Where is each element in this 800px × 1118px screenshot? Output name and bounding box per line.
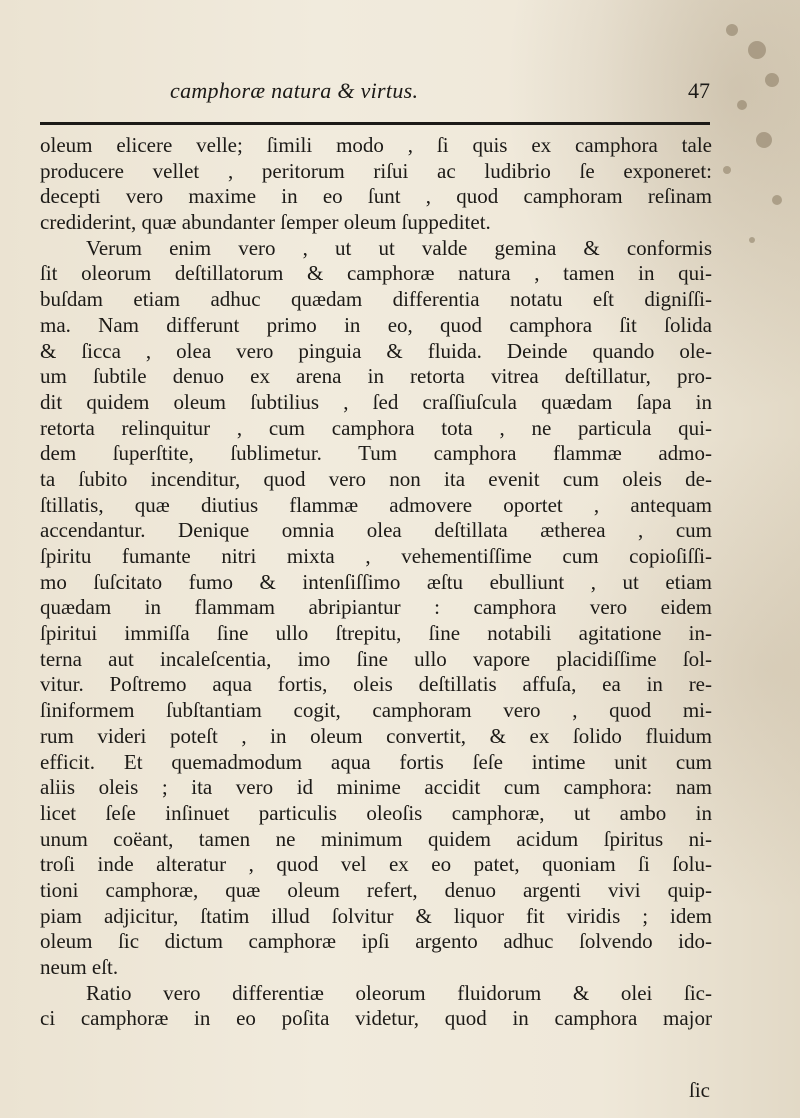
text-line: ma. Nam differunt primo in eo, quod camphora ſit ſolida: [40, 312, 712, 337]
text-line: unum coëant, tamen ne minimum quidem acidum ſpiritus ni-: [40, 826, 712, 851]
text-line: licet ſeſe inſinuet particulis oleoſis camphoræ, ut ambo in: [40, 800, 712, 825]
text-line: Verum enim vero , ut ut valde gemina & conformis: [86, 235, 712, 260]
text-line: oleum elicere velle; ſimili modo , ſi quis ex camphora tale: [40, 133, 712, 157]
catchword: ſic: [689, 1078, 710, 1102]
text-line: um ſubtile denuo ex arena in retorta vitrea deſtillatur, pro-: [40, 364, 712, 389]
page-number: 47: [688, 78, 710, 103]
text-line: ſtillatis, quæ diutius flammæ admovere oportet , antequam: [40, 492, 712, 517]
text-line: ta ſubito incenditur, quod vero non ita evenit cum oleis de-: [40, 466, 712, 491]
text-line: neum eſt.: [40, 955, 119, 979]
text-line: ſiniformem ſubſtantiam cogit, camphoram vero , quod mi-: [40, 698, 712, 723]
text-line: terna aut incaleſcentia, imo ſine ullo vapore placidiſſime ſol-: [40, 646, 712, 671]
text-line: efficit. Et quemadmodum aqua fortis ſeſe intime unit cum: [40, 749, 712, 774]
text-line: decepti vero maxime in eo ſunt , quod camphoram reſinam: [40, 184, 712, 209]
paper-stain: [702, 10, 792, 270]
text-line: rum videri poteſt , in oleum convertit, & ex ſolido fluidum: [40, 723, 712, 748]
text-line: buſdam etiam adhuc quædam differentia notatu eſt digniſſi-: [40, 287, 712, 312]
text-line: & ſicca , olea vero pinguia & fluida. Deinde quando ole-: [40, 338, 712, 363]
running-title: camphoræ natura & virtus.: [170, 78, 419, 103]
body-text: [40, 133, 712, 1032]
text-line: oleum ſic dictum camphoræ ipſi argento adhuc ſolvendo ido-: [40, 929, 712, 954]
text-line: producere vellet , peritorum riſui ac ludibrio ſe exponeret:: [40, 158, 712, 183]
text-line: piam adjicitur, ſtatim illud ſolvitur & liquor fit viridis ; idem: [40, 903, 712, 928]
text-line: retorta relinquitur , cum camphora tota , ne particula qui-: [40, 415, 712, 440]
text-line: dit quidem oleum ſubtilius , ſed craſſiuſcula quædam ſapa in: [40, 389, 712, 414]
text-line: Ratio vero differentiæ oleorum fluidorum & olei ſic-: [86, 980, 712, 1005]
text-line: tioni camphoræ, quæ oleum refert, denuo argenti vivi quip-: [40, 877, 712, 902]
text-line: vitur. Poſtremo aqua fortis, oleis deſtillatis affuſa, ea in re-: [40, 672, 712, 697]
text-line: ſpiritu fumante nitri mixta , vehementiſſime cum copioſiſſi-: [40, 544, 712, 568]
text-line: ſit oleorum deſtillatorum & camphoræ natura , tamen in qui-: [40, 261, 712, 286]
text-line: ſpiritui immiſſa ſine ullo ſtrepitu, ſine notabili agitatione in-: [40, 621, 712, 646]
text-line: troſi inde alteratur , quod vel ex eo patet, quoniam ſi ſolu-: [40, 852, 712, 877]
text-line: aliis oleis ; ita vero id minime accidit cum camphora: nam: [40, 775, 712, 800]
text-line: ci camphoræ in eo poſita videtur, quod in camphora major: [40, 1006, 712, 1031]
running-header: [170, 78, 710, 112]
text-line: accendantur. Denique omnia olea deſtillata ætherea , cum: [40, 518, 712, 543]
text-line: crediderint, quæ abundanter ſemper oleum ſuppeditet.: [40, 210, 491, 235]
text-line: quædam in flammam abripiantur : camphora vero eidem: [40, 595, 712, 620]
text-line: dem ſuperſtite, ſublimetur. Tum camphora flammæ admo-: [40, 441, 712, 466]
text-line: mo ſuſcitato fumo & intenſiſſimo æſtu ebulliunt , ut etiam: [40, 569, 712, 594]
header-rule: [40, 122, 710, 125]
